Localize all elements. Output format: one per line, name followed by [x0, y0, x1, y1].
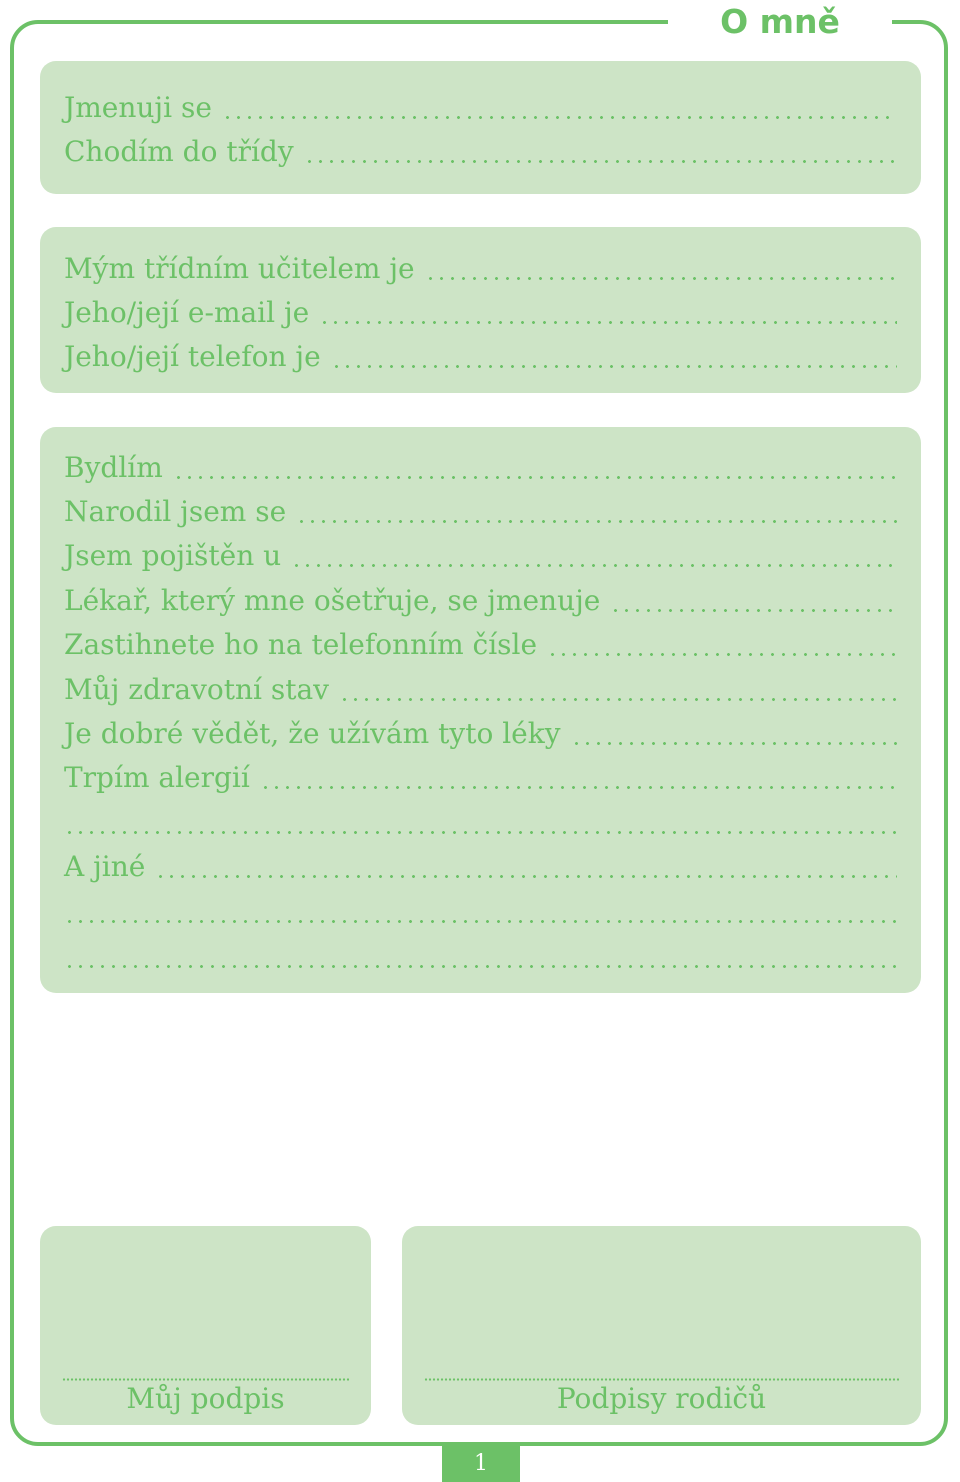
dotted-fill-line	[571, 712, 897, 756]
dotted-fill-line	[64, 801, 897, 845]
parents-signature-label: Podpisy rodičů	[556, 1382, 767, 1415]
field-label: A jiné	[64, 850, 146, 883]
field-label: Můj zdravotní stav	[64, 673, 329, 706]
field-label: Narodil jsem se	[64, 495, 287, 528]
dotted-fill-line	[319, 291, 897, 335]
field-label: Jeho/její telefon je	[64, 340, 321, 373]
field-label: Je dobré vědět, že užívám tyto léky	[64, 717, 561, 750]
dotted-fill-line	[64, 890, 897, 934]
field-label: Jmenuji se	[64, 91, 212, 124]
other-continuation-field[interactable]	[64, 890, 897, 934]
my-signature-box[interactable]	[40, 1226, 371, 1425]
parents-signature-box[interactable]	[402, 1226, 921, 1425]
field-label: Trpím alergií	[64, 761, 250, 794]
personal-info-panel	[40, 427, 921, 993]
allergy-field[interactable]	[64, 756, 897, 800]
dotted-fill-line	[222, 86, 897, 130]
dotted-fill-line	[260, 756, 897, 800]
my-signature-label: Můj podpis	[126, 1382, 285, 1415]
dotted-fill-line	[547, 623, 897, 667]
doctor-name-field[interactable]	[64, 579, 897, 623]
class-info-panel	[40, 61, 921, 194]
teacher-phone-field[interactable]	[64, 335, 897, 379]
birth-field[interactable]	[64, 490, 897, 534]
dotted-fill-line	[155, 845, 897, 889]
teacher-email-field[interactable]	[64, 291, 897, 335]
field-label: Jeho/její e-mail je	[64, 296, 310, 329]
field-label: Lékař, který mne ošetřuje, se jmenuje	[64, 584, 601, 617]
health-field[interactable]	[64, 668, 897, 712]
dotted-fill-line	[304, 130, 897, 174]
dotted-fill-line	[296, 490, 897, 534]
insurance-field[interactable]	[64, 534, 897, 578]
field-label: Bydlím	[64, 451, 163, 484]
dotted-fill-line	[425, 247, 897, 291]
dotted-fill-line	[291, 534, 897, 578]
class-field[interactable]	[64, 130, 897, 174]
field-label: Zastihnete ho na telefonním čísle	[64, 628, 538, 661]
doctor-phone-field[interactable]	[64, 623, 897, 667]
other-field[interactable]	[64, 845, 897, 889]
dotted-fill-line	[331, 335, 897, 379]
dotted-fill-line	[339, 668, 897, 712]
other-continuation-field[interactable]	[64, 935, 897, 979]
dotted-fill-line	[610, 579, 897, 623]
page-number: 1	[442, 1446, 520, 1482]
field-label: Chodím do třídy	[64, 135, 294, 168]
page-title: O mně	[720, 2, 840, 41]
medication-field[interactable]	[64, 712, 897, 756]
teacher-info-panel	[40, 227, 921, 393]
teacher-name-field[interactable]	[64, 247, 897, 291]
field-label: Mým třídním učitelem je	[64, 252, 415, 285]
dotted-fill-line	[64, 935, 897, 979]
name-field[interactable]	[64, 86, 897, 130]
allergy-continuation-field[interactable]	[64, 801, 897, 845]
field-label: Jsem pojištěn u	[64, 539, 282, 572]
address-field[interactable]	[64, 446, 897, 490]
dotted-fill-line	[173, 446, 897, 490]
